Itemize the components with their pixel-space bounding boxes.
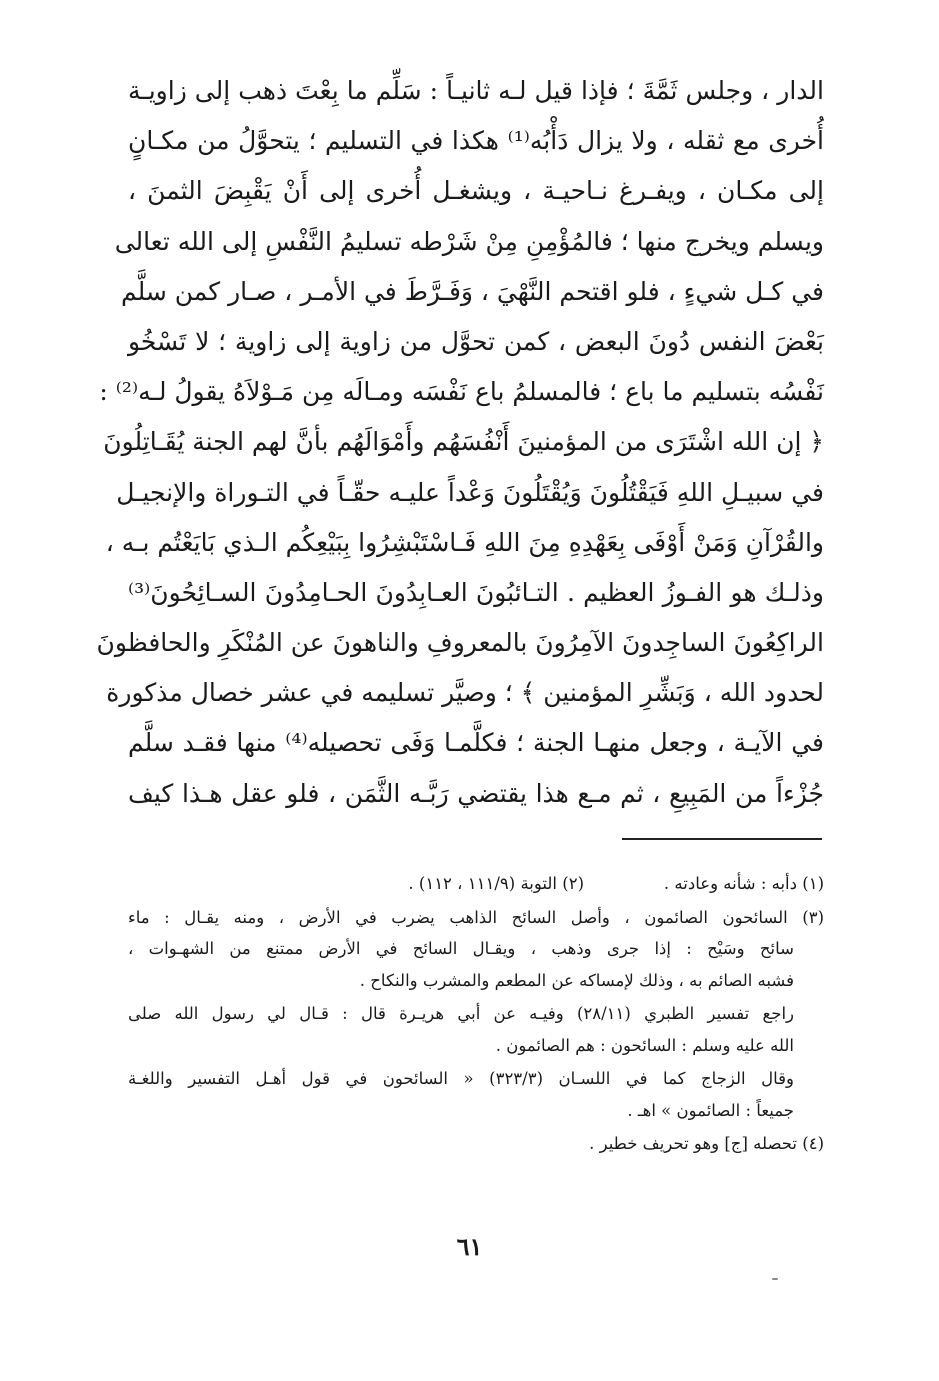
footnote-4: (٤) تحصله [ج] وهو تحريف خطير . xyxy=(589,1134,824,1153)
footnote-3-reference: الله عليه وسلم : السائحون : هم الصائمون . xyxy=(495,1035,794,1055)
quran-verse-line: وذلـك هو الفـوزُ العظيم . التـائبُونَ العـابِدُونَ الحـامِدُونَ السـائِحُونَ⁽³⁾ xyxy=(128,577,824,607)
footnote-3-reference: جميعاً : الصائمون » اهـ . xyxy=(627,1100,794,1120)
text-line: أُخرى مع ثقله ، ولا يزال دَأْبُه⁽¹⁾ هكذا في التسليم ؛ يتحوَّلُ من مكـانٍ xyxy=(128,126,824,156)
text-line: جُزْءاً من المَبِيعِ ، ثم مـع هذا يقتضي رَبَّـه الثَّمَن ، فلو عقل هـذا كيف xyxy=(128,778,824,808)
footnote-1: (١) دأبه : شأنه وعادته . xyxy=(663,874,824,893)
page-number: ٦١ xyxy=(456,1232,483,1261)
footnote-row-1-2 xyxy=(128,868,824,900)
quran-verse-line: الراكِعُونَ الساجِدونَ الآمِرُونَ بالمعروفِ والناهونَ عن المُنْكَرِ والحافظونَ xyxy=(96,628,824,658)
text-line: في كـل شيءٍ ، فلو اقتحم النَّهْيَ ، وَفَـرَّطَ في الأمـر ، صـار كمن سلَّم xyxy=(120,276,824,306)
scan-speck xyxy=(772,1278,778,1280)
footnote-separator xyxy=(622,838,822,840)
footnote-3-line: فشبه الصائم به ، وذلك لإمساكه عن المطعم والمشرب والنكاح . xyxy=(359,970,794,990)
text-line: ويسلم ويخرج منها ؛ فالمُؤْمِنِ مِنْ شَرْطه تسليمُ النَّفْسِ إلى الله تعالى xyxy=(114,226,824,256)
footnote-3-line: (٣) السائحون الصائمون ، وأصل السائح الذاهب يضرب في الأرض ، ومنه يقـال : ماء xyxy=(128,907,824,927)
text-line: لحدود الله ، وَبَشِّرِ المؤمنين ﴾ ؛ وصيَّر تسليمه في عشر خصال مذكورة xyxy=(106,678,824,708)
quran-verse-line: ﴿ إن الله اشْتَرَى من المؤمنينَ أَنْفُسَهُم وأَمْوَالَهُم بأنَّ لهم الجنة يُقَـاتِلُونَ xyxy=(103,427,824,457)
quran-verse-line: في سبيـلِ اللهِ فَيَقْتُلُونَ وَيُقْتَلُونَ وَعْداً عليـه حقّـاً في التـوراة والإنجيـل xyxy=(116,477,824,507)
text-line: في الآيـة ، وجعل منهـا الجنة ؛ فكلَّمـا وَفَى تحصيله⁽⁴⁾ منها فقـد سلَّم xyxy=(128,728,824,758)
footnote-3-reference: وقال الزجاج كما في اللسـان (٣٢٣/٣) « السائحون في قول أهـل التفسير واللغـة xyxy=(128,1069,794,1088)
footnote-3-reference: راجع تفسير الطبري (٢٨/١١) وفيـه عن أبي هريـرة قال : قـال لي رسول الله صلى xyxy=(128,1004,794,1023)
text-line: الدار ، وجلس ثَمَّةَ ؛ فإذا قيل لـه ثانيـاً : سَلِّم ما بِعْتَ ذهب إلى زاويـة xyxy=(128,76,824,105)
footnote-2: (٢) التوبة (١١١/٩ ، ١١٢) . xyxy=(408,874,584,893)
text-line: بَعْضَ النفس دُونَ البعض ، كمن تحوَّل من زاوية إلى زاوية ؛ لا تَسْخُو xyxy=(128,326,824,356)
text-line: إلى مكـان ، ويفـرغ نـاحيـة ، ويشغـل أُخرى إلى أَنْ يَقْبِضَ الثمنَ ، xyxy=(128,176,824,206)
main-text xyxy=(96,66,824,819)
footnotes xyxy=(128,868,824,1160)
quran-verse-line: والقُرْآنِ وَمَنْ أَوْفَى بِعَهْدِهِ مِنَ اللهِ فَـاسْتَبْشِرُوا بِبَيْعِكُم الـذي بَايَعْتُم بـه ، xyxy=(105,527,824,557)
text-line: نَفْسُه بتسليم ما باع ؛ فالمسلمُ باع نَفْسَه ومـالَه مِن مَـوْلاَهُ يقولُ لـه⁽²⁾ : xyxy=(99,377,824,407)
footnote-3-line: سائح وسَيْح : إذا جرى وذهب ، ويقـال السائح في الأرض ممتنع من الشهـوات ، xyxy=(128,939,794,958)
